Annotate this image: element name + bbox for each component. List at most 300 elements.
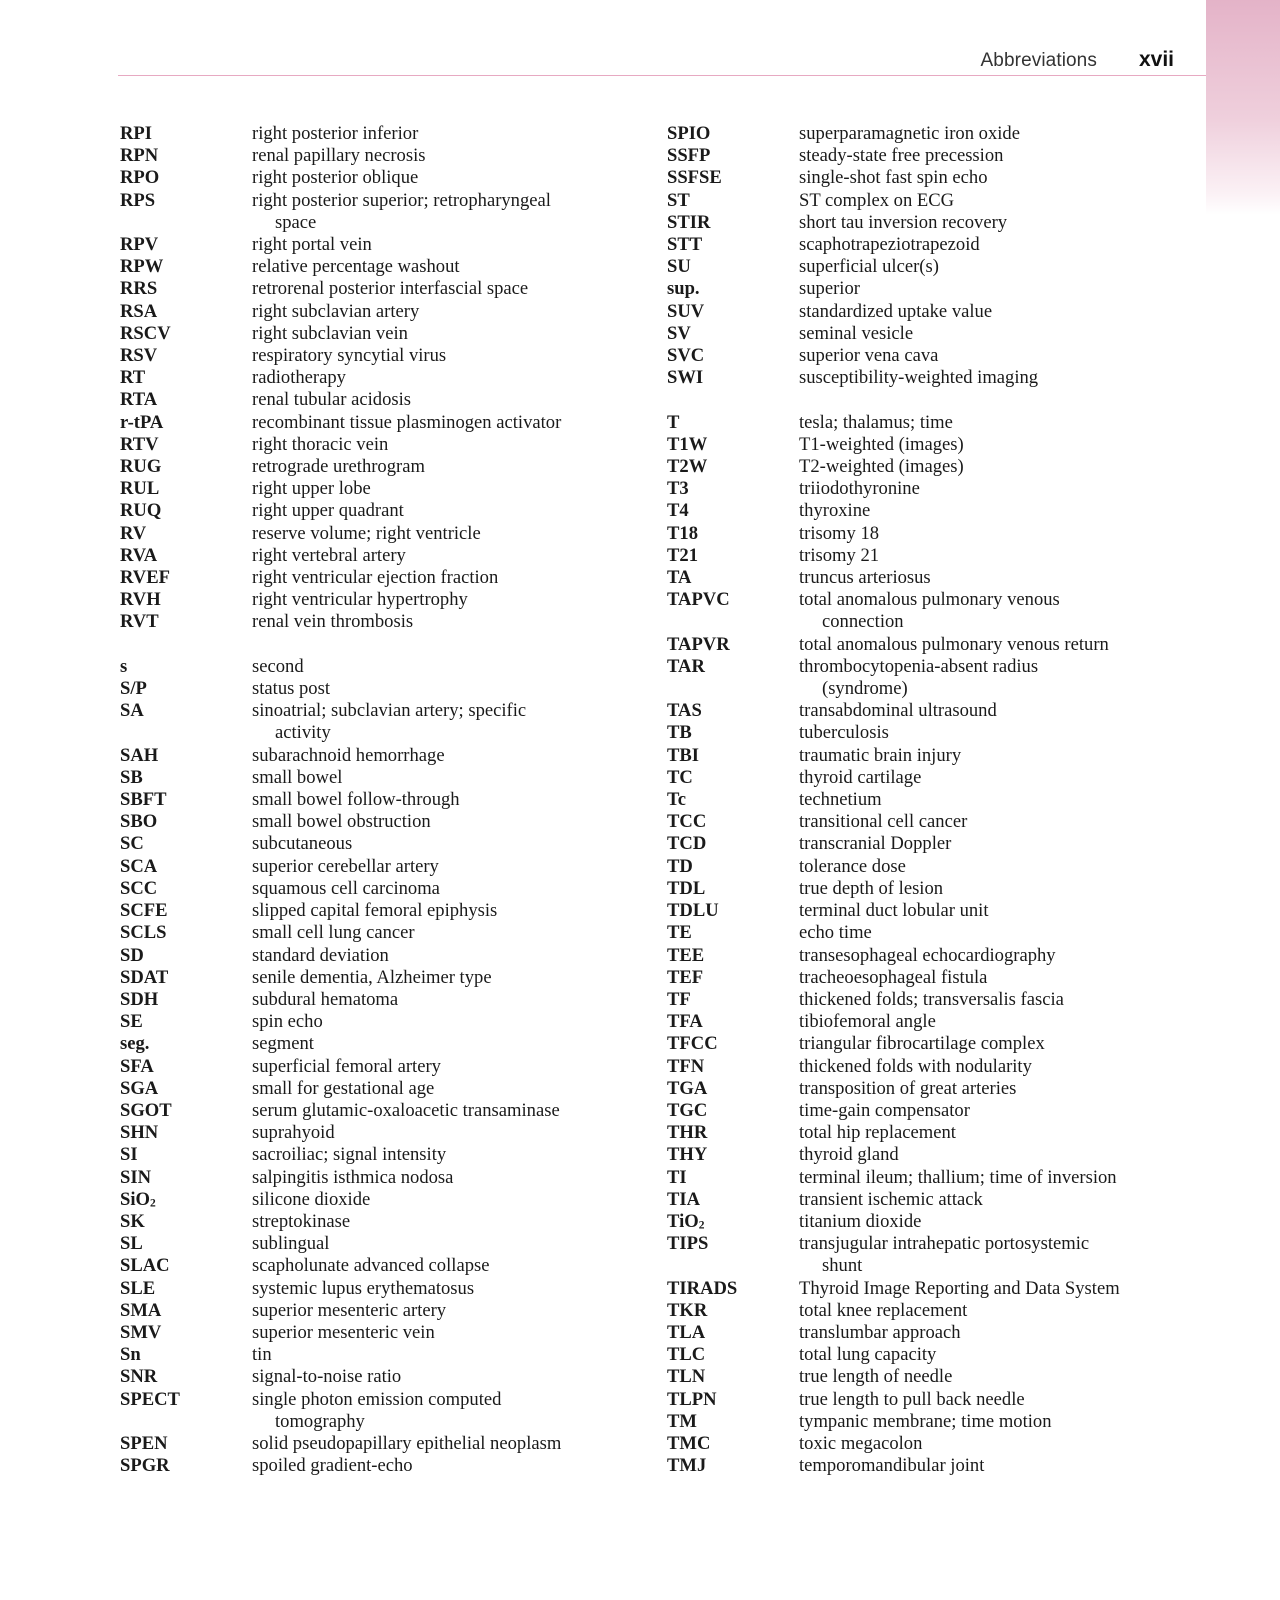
abbreviation-term xyxy=(120,856,252,878)
abbreviation-term xyxy=(667,1366,799,1388)
definition-text: respiratory syncytial virus xyxy=(252,345,447,367)
abbreviation-term xyxy=(667,1433,799,1455)
abbreviation-entry xyxy=(667,1189,1207,1211)
definition-text: slipped capital femoral epiphysis xyxy=(252,900,498,922)
abbreviation-entry xyxy=(667,567,1207,589)
definition-text: tuberculosis xyxy=(799,722,889,744)
abbreviation-entry xyxy=(120,345,640,367)
definition-text: suprahyoid xyxy=(252,1122,335,1144)
abbreviation-definition xyxy=(252,1144,640,1166)
abbreviation-definition xyxy=(799,1366,1207,1388)
abbreviation-term xyxy=(667,589,799,633)
abbreviation-entry xyxy=(667,1211,1207,1233)
abbreviation-term-text: SDH xyxy=(120,988,159,1010)
abbreviation-term-text: T xyxy=(667,411,680,433)
definition-text: right portal vein xyxy=(252,234,372,256)
definition-text: right upper quadrant xyxy=(252,500,404,522)
definition-text: transient ischemic attack xyxy=(799,1188,983,1210)
definition-text: second xyxy=(252,655,304,677)
abbreviation-term xyxy=(120,811,252,833)
definition-text: susceptibility-weighted imaging xyxy=(799,367,1039,389)
abbreviation-entry xyxy=(120,678,640,700)
definition-text: temporomandibular joint xyxy=(799,1455,985,1477)
abbreviation-term-text: TAPVR xyxy=(667,633,730,655)
abbreviation-term xyxy=(120,367,252,389)
abbreviation-term-text: SPECT xyxy=(120,1388,180,1410)
abbreviation-definition xyxy=(252,123,640,145)
abbreviation-entry xyxy=(120,367,640,389)
abbreviation-term xyxy=(120,323,252,345)
abbreviation-term xyxy=(667,256,799,278)
definition-text: superior cerebellar artery xyxy=(252,855,439,877)
abbreviation-entry xyxy=(667,878,1207,900)
definition-text: sublingual xyxy=(252,1233,330,1255)
abbreviation-entry xyxy=(120,989,640,1011)
abbreviation-entry xyxy=(120,1389,640,1433)
abbreviation-term-text: SE xyxy=(120,1011,143,1033)
abbreviation-term xyxy=(667,1078,799,1100)
abbreviation-definition xyxy=(799,833,1207,855)
running-title: Abbreviations xyxy=(980,50,1097,71)
abbreviation-definition xyxy=(799,856,1207,878)
definition-text: T1-weighted (images) xyxy=(799,433,964,455)
abbreviation-term-text: RVEF xyxy=(120,567,170,589)
definition-text: standard deviation xyxy=(252,944,389,966)
definition-text: solid pseudopapillary epithelial neoplasm xyxy=(252,1432,562,1454)
abbreviation-term xyxy=(120,611,252,633)
abbreviation-definition xyxy=(252,1122,640,1144)
definition-text: thrombocytopenia-absent radius xyxy=(799,655,1039,677)
definition-text: transcranial Doppler xyxy=(799,833,952,855)
abbreviation-term xyxy=(667,1033,799,1055)
abbreviation-term-text: RRS xyxy=(120,278,158,300)
abbreviation-definition xyxy=(252,1011,640,1033)
abbreviation-term xyxy=(120,345,252,367)
abbreviation-definition xyxy=(252,989,640,1011)
abbreviation-definition xyxy=(799,1433,1207,1455)
abbreviation-definition xyxy=(799,656,1207,700)
abbreviation-entry xyxy=(120,1433,640,1455)
abbreviation-term xyxy=(120,545,252,567)
abbreviation-term xyxy=(667,123,799,145)
abbreviation-definition xyxy=(252,589,640,611)
abbreviation-term-text: SBO xyxy=(120,811,158,833)
definition-text: segment xyxy=(252,1033,314,1055)
definition-text: echo time xyxy=(799,922,872,944)
abbreviation-term-text: RPO xyxy=(120,167,160,189)
abbreviation-term-text: Tc xyxy=(667,789,686,811)
abbreviation-term-text: SDAT xyxy=(120,966,169,988)
abbreviation-definition xyxy=(799,1167,1207,1189)
definition-text: small cell lung cancer xyxy=(252,922,415,944)
abbreviation-term xyxy=(120,878,252,900)
abbreviation-subscript: 2 xyxy=(149,1197,156,1210)
abbreviation-term-text: r-tPA xyxy=(120,411,164,433)
abbreviation-term-text: TLC xyxy=(667,1344,706,1366)
abbreviation-definition xyxy=(252,389,640,411)
abbreviation-entry xyxy=(120,434,640,456)
abbreviation-term xyxy=(667,1011,799,1033)
abbreviation-term-text: RPN xyxy=(120,145,159,167)
abbreviation-term xyxy=(120,256,252,278)
definition-text: right ventricular hypertrophy xyxy=(252,589,468,611)
abbreviation-term xyxy=(120,900,252,922)
abbreviation-definition xyxy=(252,1056,640,1078)
abbreviation-term xyxy=(667,1389,799,1411)
abbreviation-term xyxy=(120,700,252,744)
abbreviation-term-text: T18 xyxy=(667,522,698,544)
abbreviation-term-text: TAR xyxy=(667,655,705,677)
abbreviation-term-text: RUQ xyxy=(120,500,162,522)
abbreviation-entry xyxy=(667,700,1207,722)
definition-text: superior mesenteric vein xyxy=(252,1321,435,1343)
abbreviation-term-text: s xyxy=(120,655,128,677)
abbreviation-term xyxy=(667,1144,799,1166)
definition-text: thyroid gland xyxy=(799,1144,899,1166)
abbreviation-entry xyxy=(667,301,1207,323)
abbreviation-entry xyxy=(120,123,640,145)
abbreviation-definition xyxy=(799,767,1207,789)
abbreviation-definition xyxy=(252,1433,640,1455)
abbreviation-term xyxy=(667,456,799,478)
abbreviation-term xyxy=(667,989,799,1011)
abbreviation-definition xyxy=(252,1455,640,1477)
abbreviation-term xyxy=(667,523,799,545)
abbreviation-entry xyxy=(667,1122,1207,1144)
abbreviation-entry xyxy=(120,523,640,545)
definition-text: titanium dioxide xyxy=(799,1210,922,1232)
abbreviation-definition xyxy=(252,345,640,367)
abbreviation-term xyxy=(667,1278,799,1300)
abbreviation-term xyxy=(120,945,252,967)
abbreviation-definition xyxy=(252,656,640,678)
abbreviation-entry xyxy=(667,523,1207,545)
abbreviation-term-text: TMJ xyxy=(667,1455,707,1477)
abbreviation-definition xyxy=(252,456,640,478)
definition-text: right subclavian artery xyxy=(252,300,420,322)
definition-text: thickened folds; transversalis fascia xyxy=(799,988,1064,1010)
definition-text: tracheoesophageal fistula xyxy=(799,966,988,988)
abbreviation-term-text: TB xyxy=(667,722,692,744)
definition-text: single photon emission computed xyxy=(252,1388,502,1410)
abbreviation-term-text: RT xyxy=(120,367,146,389)
abbreviation-term-text: SSFSE xyxy=(667,167,722,189)
abbreviation-entry xyxy=(120,1078,640,1100)
abbreviation-entry xyxy=(667,1411,1207,1433)
abbreviation-entry xyxy=(120,478,640,500)
definition-text: transitional cell cancer xyxy=(799,811,968,833)
abbreviation-definition xyxy=(799,1389,1207,1411)
abbreviation-term xyxy=(120,478,252,500)
abbreviation-definition xyxy=(799,1233,1207,1277)
definition-text: right vertebral artery xyxy=(252,544,406,566)
abbreviation-term-text: RPV xyxy=(120,234,159,256)
abbreviation-term-text: SIN xyxy=(120,1166,152,1188)
abbreviation-definition xyxy=(252,611,640,633)
definition-text: small bowel xyxy=(252,766,343,788)
abbreviation-entry xyxy=(120,323,640,345)
abbreviation-term-text: SPEN xyxy=(120,1432,168,1454)
abbreviation-term xyxy=(667,345,799,367)
abbreviation-entry xyxy=(667,234,1207,256)
abbreviation-entry xyxy=(120,922,640,944)
abbreviation-definition xyxy=(252,1189,640,1211)
definition-text: transesophageal echocardiography xyxy=(799,944,1056,966)
abbreviation-term-text: SiO xyxy=(120,1188,150,1210)
definition-text: trisomy 18 xyxy=(799,522,880,544)
abbreviation-entry xyxy=(667,1433,1207,1455)
abbreviation-entry xyxy=(120,1344,640,1366)
abbreviation-term xyxy=(120,301,252,323)
abbreviation-term-text: SLAC xyxy=(120,1255,170,1277)
abbreviation-term xyxy=(667,700,799,722)
abbreviation-term xyxy=(667,1056,799,1078)
definition-text: T2-weighted (images) xyxy=(799,456,964,478)
abbreviation-term-text: SSFP xyxy=(667,145,711,167)
abbreviation-term-text: SUV xyxy=(667,300,705,322)
abbreviation-entry xyxy=(667,1389,1207,1411)
abbreviation-entry xyxy=(667,1011,1207,1033)
abbreviation-term xyxy=(667,856,799,878)
abbreviation-term-text: TLN xyxy=(667,1366,706,1388)
abbreviation-entry xyxy=(667,190,1207,212)
abbreviation-entry xyxy=(667,656,1207,700)
abbreviation-term xyxy=(120,1189,252,1211)
abbreviation-term-text: RUG xyxy=(120,456,162,478)
abbreviation-definition xyxy=(252,323,640,345)
abbreviation-definition xyxy=(799,700,1207,722)
definition-text: tibiofemoral angle xyxy=(799,1011,936,1033)
definition-text: standardized uptake value xyxy=(799,300,993,322)
abbreviation-entry xyxy=(667,1344,1207,1366)
abbreviation-entry xyxy=(667,412,1207,434)
abbreviation-term-text: SVC xyxy=(667,345,705,367)
abbreviation-term xyxy=(120,1255,252,1277)
abbreviation-entry xyxy=(120,234,640,256)
abbreviation-term-text: TBI xyxy=(667,744,700,766)
abbreviation-definition xyxy=(252,1255,640,1277)
definition-text: signal-to-noise ratio xyxy=(252,1366,402,1388)
abbreviation-term xyxy=(120,167,252,189)
abbreviation-definition xyxy=(799,523,1207,545)
abbreviation-definition xyxy=(252,1389,640,1433)
header-rule xyxy=(118,75,1206,76)
abbreviation-definition xyxy=(799,301,1207,323)
abbreviation-term-text: SGA xyxy=(120,1077,159,1099)
abbreviation-term xyxy=(120,1056,252,1078)
abbreviation-entry xyxy=(120,1011,640,1033)
abbreviation-term-text: T21 xyxy=(667,544,698,566)
abbreviation-term-text: TE xyxy=(667,922,692,944)
abbreviation-definition xyxy=(252,367,640,389)
abbreviation-term-text: TIA xyxy=(667,1188,701,1210)
abbreviation-term-text: TGA xyxy=(667,1077,708,1099)
abbreviation-entry xyxy=(120,1122,640,1144)
abbreviation-entry xyxy=(667,1144,1207,1166)
definition-continuation: shunt xyxy=(822,1255,863,1277)
abbreviation-term-text: RUL xyxy=(120,478,160,500)
abbreviation-term xyxy=(667,434,799,456)
running-head xyxy=(0,48,1174,72)
definition-text: retrorenal posterior interfascial space xyxy=(252,278,529,300)
abbreviation-term-text: TMC xyxy=(667,1432,711,1454)
abbreviation-term xyxy=(667,1233,799,1277)
definition-text: steady-state free precession xyxy=(799,145,1004,167)
abbreviation-entry xyxy=(120,301,640,323)
abbreviation-entry xyxy=(667,367,1207,389)
abbreviation-term-text: TKR xyxy=(667,1299,708,1321)
abbreviation-entry xyxy=(667,1366,1207,1388)
definition-text: systemic lupus erythematosus xyxy=(252,1277,475,1299)
abbreviation-entry xyxy=(667,1233,1207,1277)
abbreviation-term xyxy=(667,811,799,833)
abbreviation-definition xyxy=(799,1144,1207,1166)
abbreviation-definition xyxy=(252,1233,640,1255)
pink-corner-tab xyxy=(1206,0,1280,215)
abbreviation-entry xyxy=(667,1078,1207,1100)
abbreviation-term-text: SAH xyxy=(120,744,159,766)
definition-text: triiodothyronine xyxy=(799,478,920,500)
abbreviation-term-text: SV xyxy=(667,322,691,344)
abbreviation-term xyxy=(120,1100,252,1122)
abbreviation-entry xyxy=(120,767,640,789)
abbreviation-definition xyxy=(252,1278,640,1300)
abbreviation-term xyxy=(120,789,252,811)
definition-text: toxic megacolon xyxy=(799,1432,923,1454)
abbreviation-term-text: TM xyxy=(667,1410,697,1432)
abbreviation-term xyxy=(120,1122,252,1144)
abbreviation-definition xyxy=(252,1366,640,1388)
definition-text: ST complex on ECG xyxy=(799,189,955,211)
abbreviation-entry xyxy=(120,611,640,633)
abbreviation-term-text: ST xyxy=(667,189,690,211)
abbreviation-term-text: TGC xyxy=(667,1099,708,1121)
abbreviation-definition xyxy=(252,278,640,300)
abbreviation-term-text: SC xyxy=(120,833,144,855)
right-column xyxy=(667,123,1207,1477)
abbreviation-term xyxy=(120,1455,252,1477)
abbreviation-entry xyxy=(120,278,640,300)
abbreviation-definition xyxy=(252,922,640,944)
abbreviation-term xyxy=(120,1011,252,1033)
section-gap xyxy=(120,634,640,656)
definition-text: silicone dioxide xyxy=(252,1188,371,1210)
abbreviation-definition xyxy=(799,1122,1207,1144)
abbreviation-definition xyxy=(252,167,640,189)
abbreviation-term xyxy=(667,1344,799,1366)
abbreviation-definition xyxy=(799,1100,1207,1122)
abbreviation-entry xyxy=(120,190,640,234)
abbreviation-term-text: TLA xyxy=(667,1321,706,1343)
abbreviation-definition xyxy=(799,922,1207,944)
abbreviation-term xyxy=(120,989,252,1011)
abbreviation-definition xyxy=(252,434,640,456)
abbreviation-term-text: TAS xyxy=(667,700,702,722)
abbreviation-term-text: SCLS xyxy=(120,922,167,944)
abbreviation-entry xyxy=(667,1322,1207,1344)
abbreviation-term-text: TEE xyxy=(667,944,705,966)
abbreviation-term-text: SCFE xyxy=(120,900,168,922)
abbreviation-entry xyxy=(667,634,1207,656)
definition-text: spin echo xyxy=(252,1011,323,1033)
definition-text: time-gain compensator xyxy=(799,1099,970,1121)
abbreviation-entry xyxy=(667,945,1207,967)
definition-text: superficial femoral artery xyxy=(252,1055,441,1077)
definition-text: relative percentage washout xyxy=(252,256,460,278)
abbreviation-entry xyxy=(120,789,640,811)
definition-text: Thyroid Image Reporting and Data System xyxy=(799,1277,1120,1299)
abbreviation-term-text: RV xyxy=(120,522,147,544)
definition-text: small for gestational age xyxy=(252,1077,435,1099)
abbreviation-definition xyxy=(799,123,1207,145)
abbreviation-term-text: THY xyxy=(667,1144,708,1166)
abbreviation-entry xyxy=(667,811,1207,833)
abbreviation-definition xyxy=(252,301,640,323)
definition-text: total anomalous pulmonary venous xyxy=(799,589,1060,611)
abbreviation-term-text: TiO xyxy=(667,1210,699,1232)
abbreviation-entry xyxy=(667,212,1207,234)
abbreviation-term xyxy=(667,1300,799,1322)
abbreviation-term xyxy=(120,190,252,234)
abbreviation-term xyxy=(667,1189,799,1211)
abbreviation-term xyxy=(120,922,252,944)
abbreviation-term-text: RSV xyxy=(120,345,158,367)
definition-text: serum glutamic-oxaloacetic transaminase xyxy=(252,1099,560,1121)
abbreviation-entry xyxy=(667,589,1207,633)
abbreviation-term xyxy=(120,1278,252,1300)
abbreviation-definition xyxy=(252,1300,640,1322)
abbreviation-term xyxy=(120,1078,252,1100)
abbreviation-term xyxy=(667,323,799,345)
abbreviation-entry xyxy=(667,545,1207,567)
abbreviation-term xyxy=(120,1211,252,1233)
abbreviation-definition xyxy=(799,1322,1207,1344)
abbreviation-term-text: TLPN xyxy=(667,1388,717,1410)
definition-text: streptokinase xyxy=(252,1210,351,1232)
abbreviation-definition xyxy=(252,145,640,167)
abbreviation-term xyxy=(667,967,799,989)
abbreviation-term xyxy=(120,678,252,700)
abbreviation-term-text: SMA xyxy=(120,1299,162,1321)
abbreviation-term-text: TI xyxy=(667,1166,687,1188)
abbreviation-term xyxy=(120,1322,252,1344)
abbreviation-term xyxy=(667,878,799,900)
definition-text: terminal ileum; thallium; time of inversion xyxy=(799,1166,1117,1188)
abbreviation-entry xyxy=(120,256,640,278)
abbreviation-term xyxy=(120,589,252,611)
abbreviation-entry xyxy=(667,145,1207,167)
abbreviation-term xyxy=(120,567,252,589)
abbreviation-entry xyxy=(120,656,640,678)
abbreviation-definition xyxy=(799,567,1207,589)
abbreviation-definition xyxy=(252,523,640,545)
abbreviation-entry xyxy=(120,589,640,611)
abbreviation-definition xyxy=(799,722,1207,744)
definition-text: translumbar approach xyxy=(799,1321,961,1343)
definition-text: senile dementia, Alzheimer type xyxy=(252,966,492,988)
abbreviation-term xyxy=(667,1122,799,1144)
abbreviation-term xyxy=(120,234,252,256)
abbreviation-term xyxy=(667,634,799,656)
abbreviation-definition xyxy=(799,1011,1207,1033)
definition-text: right upper lobe xyxy=(252,478,371,500)
abbreviation-term xyxy=(120,656,252,678)
definition-text: sacroiliac; signal intensity xyxy=(252,1144,447,1166)
abbreviation-term-text: RPS xyxy=(120,189,156,211)
definition-text: tolerance dose xyxy=(799,855,906,877)
abbreviation-term-text: SGOT xyxy=(120,1099,172,1121)
abbreviation-term xyxy=(120,1233,252,1255)
